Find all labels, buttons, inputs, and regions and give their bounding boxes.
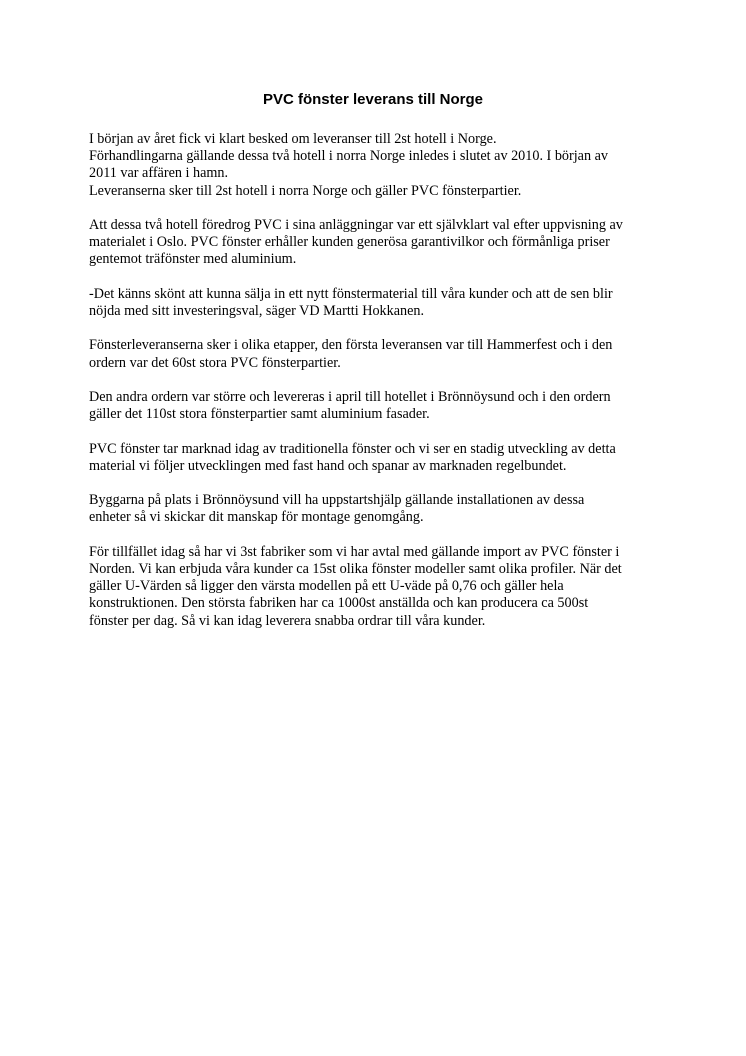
text-line: Den andra ordern var större och levereras i april till hotellet i Brönnöysund och i den ordern — [89, 388, 611, 405]
text-line: ordern var det 60st stora PVC fönsterpartier. — [89, 354, 341, 371]
text-line: PVC fönster tar marknad idag av traditionella fönster och vi ser en stadig utveckling av detta — [89, 440, 616, 457]
text-line: Förhandlingarna gällande dessa två hotell i norra Norge inledes i slutet av 2010. I början av — [89, 148, 609, 165]
text-line: gäller det 110st stora fönsterpartier samt aluminium fasader. — [89, 406, 430, 423]
paragraph — [89, 286, 679, 320]
paragraph — [89, 544, 679, 630]
paragraph — [89, 389, 679, 423]
text-line: konstruktionen. Den största fabriken har ca 1000st anställda och kan producera ca 500st — [89, 595, 589, 612]
document-body — [89, 131, 679, 647]
text-line: Byggarna på plats i Brönnöysund vill ha uppstartshjälp gällande installationen av dessa — [89, 492, 585, 509]
text-line: material vi följer utvecklingen med fast hand och spanar av marknaden regelbundet. — [89, 457, 567, 474]
paragraph — [89, 217, 679, 269]
text-line: gäller U-Värden så ligger den värsta modellen på ett U-väde på 0,76 och gäller hela — [89, 578, 564, 595]
text-line: Att dessa två hotell föredrog PVC i sina anläggningar var ett självklart val efter uppvisning av — [89, 217, 623, 233]
text-line: För tillfället idag så har vi 3st fabriker som vi har avtal med gällande import av PVC fönster i — [89, 543, 620, 560]
document-title: PVC fönster leverans till Norge — [262, 91, 484, 108]
text-line: Leveranserna sker till 2st hotell i norra Norge och gäller PVC fönsterpartier. — [89, 182, 522, 199]
paragraph — [89, 131, 679, 200]
text-line: enheter så vi skickar dit manskap för montage genomgång. — [89, 509, 424, 526]
text-line: materialet i Oslo. PVC fönster erhåller kunden generösa garantivilkor och förmånliga priser — [89, 234, 610, 251]
text-line: Fönsterleveranserna sker i olika etapper, den första leveransen var till Hammerfest och i den — [89, 337, 613, 354]
text-line: fönster per dag. Så vi kan idag leverera snabba ordrar till våra kunder. — [89, 612, 486, 629]
paragraph — [89, 492, 679, 526]
text-line: gentemot träfönster med aluminium. — [89, 251, 297, 268]
text-line: -Det känns skönt att kunna sälja in ett nytt fönstermaterial till våra kunder och att de sen blir — [89, 285, 613, 302]
paragraph — [89, 441, 679, 475]
paragraph — [89, 337, 679, 371]
text-line: I början av året fick vi klart besked om leveranser till 2st hotell i Norge. — [89, 131, 497, 147]
text-line: nöjda med sitt investeringsval, säger VD Martti Hokkanen. — [89, 303, 425, 319]
text-line: 2011 var affären i hamn. — [89, 165, 229, 182]
text-line: Norden. Vi kan erbjuda våra kunder ca 15st olika fönster modeller samt olika profiler. När det — [89, 560, 622, 577]
